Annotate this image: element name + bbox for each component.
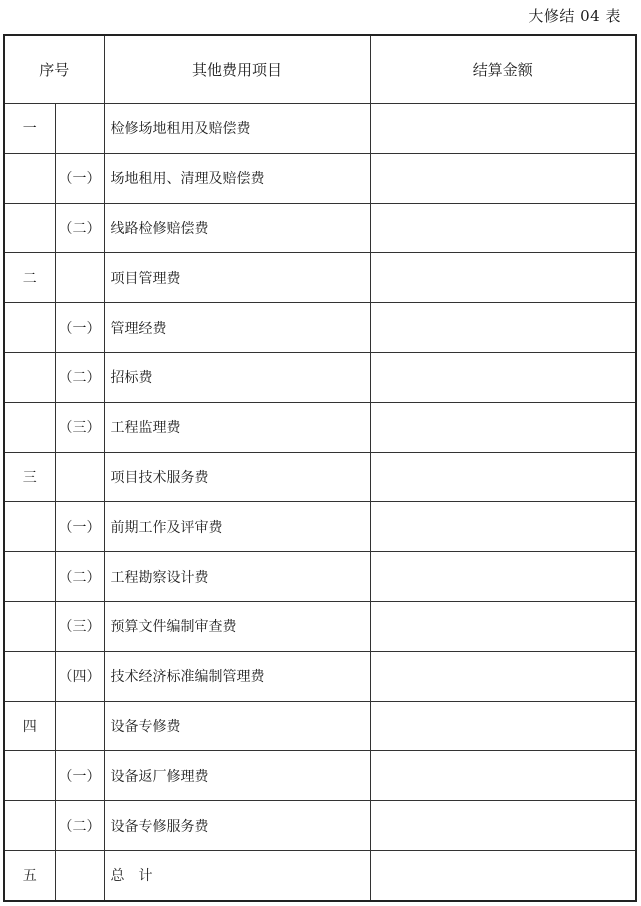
row-main-number: 三 xyxy=(4,452,55,502)
table-row xyxy=(4,452,636,502)
row-main-number xyxy=(4,552,55,602)
row-main-number: 一 xyxy=(4,104,55,154)
row-main-number xyxy=(4,203,55,253)
table-row xyxy=(4,552,636,602)
row-sub-number: （二） xyxy=(55,801,104,851)
table-row xyxy=(4,303,636,353)
row-amount-cell[interactable] xyxy=(370,701,636,751)
row-sub-number xyxy=(55,104,104,154)
header-seq: 序号 xyxy=(4,35,104,104)
row-item-name: 技术经济标准编制管理费 xyxy=(104,651,370,701)
row-amount-cell[interactable] xyxy=(370,104,636,154)
other-fees-settlement-table xyxy=(3,34,637,902)
table-row xyxy=(4,253,636,303)
row-item-name: 预算文件编制审查费 xyxy=(104,601,370,651)
row-main-number xyxy=(4,303,55,353)
row-main-number xyxy=(4,502,55,552)
row-sub-number: （一） xyxy=(55,502,104,552)
row-sub-number: （一） xyxy=(55,751,104,801)
row-sub-number xyxy=(55,253,104,303)
row-main-number: 四 xyxy=(4,701,55,751)
header-amount: 结算金额 xyxy=(370,35,636,104)
row-sub-number: （一） xyxy=(55,153,104,203)
row-item-name: 检修场地租用及赔偿费 xyxy=(104,104,370,154)
row-sub-number: （一） xyxy=(55,303,104,353)
row-sub-number: （二） xyxy=(55,203,104,253)
row-amount-cell[interactable] xyxy=(370,303,636,353)
table-row xyxy=(4,751,636,801)
row-item-name: 设备专修费 xyxy=(104,701,370,751)
row-item-name: 工程勘察设计费 xyxy=(104,552,370,602)
row-item-name: 场地租用、清理及赔偿费 xyxy=(104,153,370,203)
row-sub-number: （二） xyxy=(55,552,104,602)
table-row xyxy=(4,352,636,402)
row-amount-cell[interactable] xyxy=(370,352,636,402)
row-sub-number xyxy=(55,701,104,751)
table-row xyxy=(4,153,636,203)
row-item-name: 工程监理费 xyxy=(104,402,370,452)
row-amount-cell[interactable] xyxy=(370,153,636,203)
row-main-number xyxy=(4,402,55,452)
table-row xyxy=(4,601,636,651)
row-amount-cell[interactable] xyxy=(370,502,636,552)
row-main-number xyxy=(4,801,55,851)
row-item-name: 招标费 xyxy=(104,352,370,402)
table-row xyxy=(4,801,636,851)
row-sub-number: （三） xyxy=(55,601,104,651)
row-main-number: 二 xyxy=(4,253,55,303)
row-amount-cell[interactable] xyxy=(370,552,636,602)
table-row xyxy=(4,203,636,253)
row-main-number xyxy=(4,651,55,701)
table-header-row xyxy=(4,35,636,104)
table-row xyxy=(4,104,636,154)
table-row xyxy=(4,402,636,452)
row-main-number xyxy=(4,601,55,651)
row-item-name: 项目管理费 xyxy=(104,253,370,303)
form-code: 大修结 04 表 xyxy=(528,7,621,25)
row-main-number xyxy=(4,153,55,203)
row-item-name: 管理经费 xyxy=(104,303,370,353)
row-sub-number xyxy=(55,850,104,900)
row-item-name: 设备返厂修理费 xyxy=(104,751,370,801)
row-item-name: 线路检修赔偿费 xyxy=(104,203,370,253)
row-amount-cell[interactable] xyxy=(370,751,636,801)
row-amount-cell[interactable] xyxy=(370,601,636,651)
header-item: 其他费用项目 xyxy=(104,35,370,104)
row-main-number xyxy=(4,352,55,402)
table-row xyxy=(4,701,636,751)
row-amount-cell[interactable] xyxy=(370,801,636,851)
table-row xyxy=(4,502,636,552)
row-amount-cell[interactable] xyxy=(370,651,636,701)
row-amount-cell[interactable] xyxy=(370,253,636,303)
row-sub-number: （四） xyxy=(55,651,104,701)
row-item-name: 前期工作及评审费 xyxy=(104,502,370,552)
row-amount-cell[interactable] xyxy=(370,203,636,253)
row-main-number: 五 xyxy=(4,850,55,900)
row-item-name: 项目技术服务费 xyxy=(104,452,370,502)
row-amount-cell[interactable] xyxy=(370,452,636,502)
row-item-name: 总 计 xyxy=(104,850,370,900)
row-main-number xyxy=(4,751,55,801)
table-row xyxy=(4,651,636,701)
row-sub-number xyxy=(55,452,104,502)
row-amount-cell[interactable] xyxy=(370,402,636,452)
row-sub-number: （三） xyxy=(55,402,104,452)
row-item-name: 设备专修服务费 xyxy=(104,801,370,851)
table-row xyxy=(4,850,636,900)
row-amount-cell[interactable] xyxy=(370,850,636,900)
row-sub-number: （二） xyxy=(55,352,104,402)
